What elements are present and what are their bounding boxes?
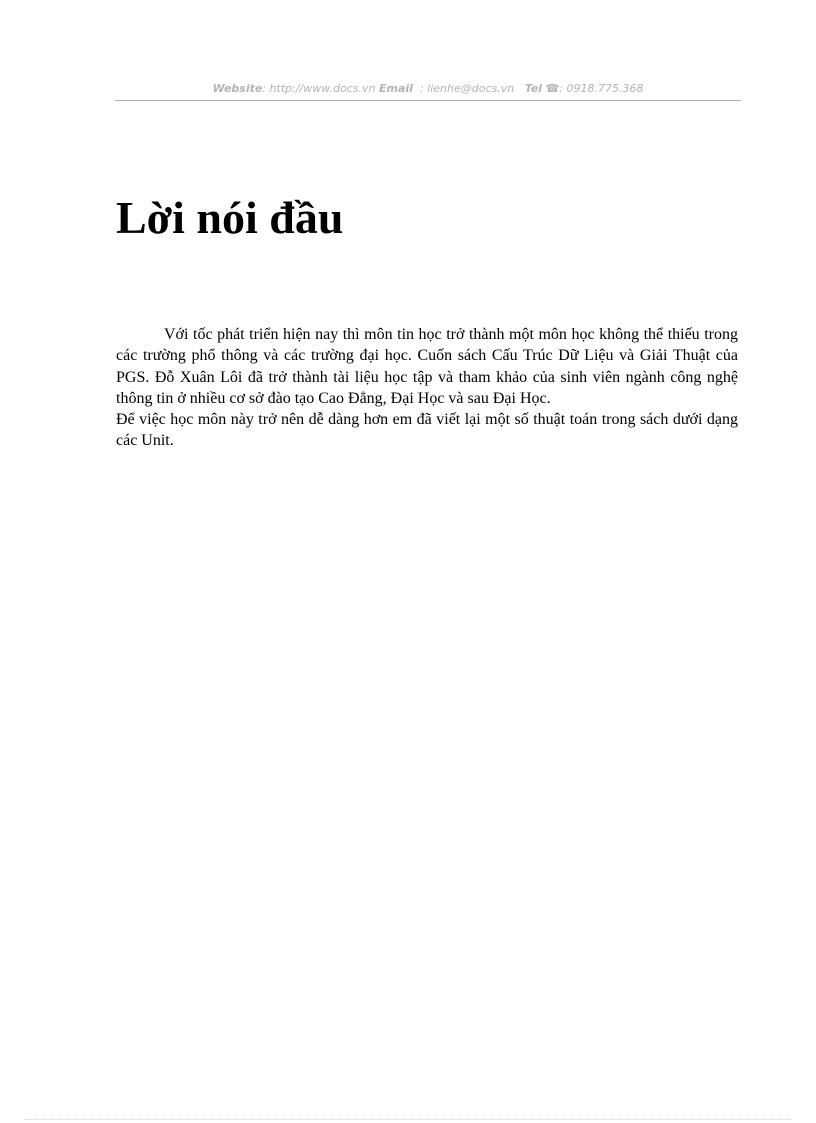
email-label: Email [379, 82, 413, 95]
email-value: : lienhe@docs.vn [419, 82, 515, 95]
phone-icon: ☎ [545, 82, 560, 95]
paragraph-intro: Với tốc phát triển hiện nay thì môn tin học trở thành một môn học không thể thiếu trong các trường phổ thông và các trường đại học. Cuốn sách Cấu Trúc Dữ Liệu và Giải Thuật của PGS. Đỗ Xuân Lôi đã trở thành tài liệu học tập và tham khảo của sinh viên ngành công nghệ thông tin ở nhiều cơ sở đào tạo Cao Đẳng, Đại Học và sau Đại Học. [116, 326, 738, 407]
page-title: Lời nói đầu [116, 192, 344, 243]
tel-label: Tel [524, 82, 543, 95]
body-text [116, 324, 738, 452]
website-value: : http://www.docs.vn [262, 82, 376, 95]
tel-value: : 0918.775.368 [559, 82, 644, 95]
header-divider [115, 100, 741, 101]
paragraph-purpose: Để việc học môn này trở nên dễ dàng hơn em đã viết lại một số thuật toán trong sách dưới dạng các Unit. [116, 411, 738, 450]
page-header [115, 82, 741, 100]
page-bottom-divider [24, 1119, 792, 1120]
website-label: Website [212, 82, 263, 95]
